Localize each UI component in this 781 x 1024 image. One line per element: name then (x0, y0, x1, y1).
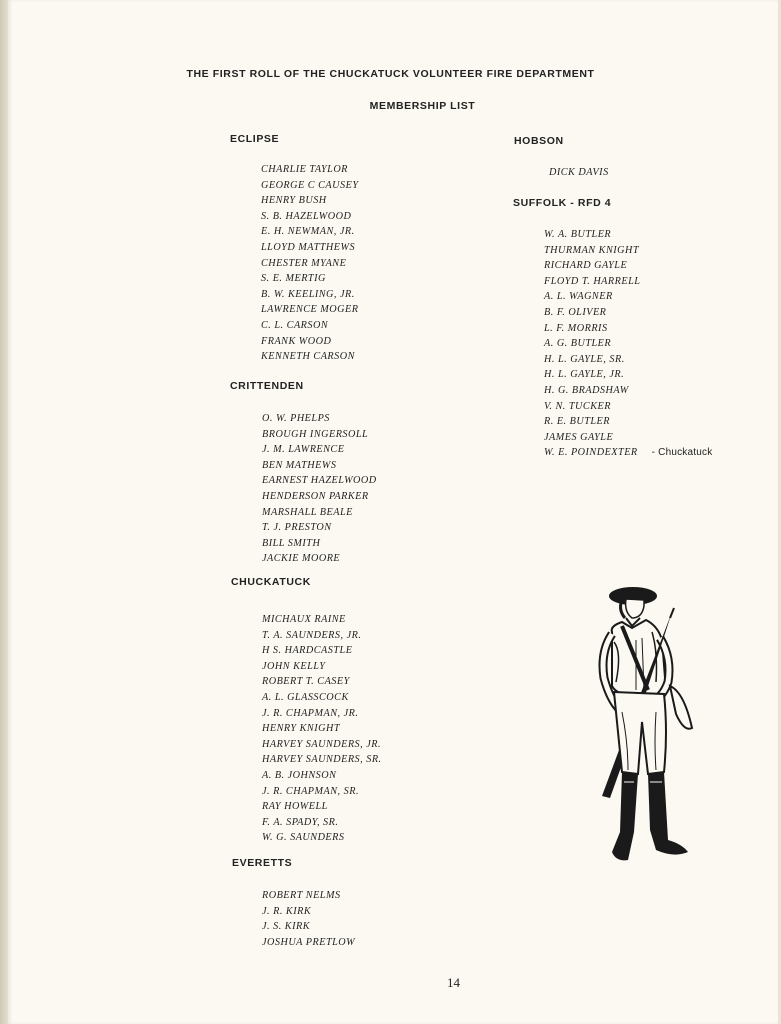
member-name (261, 224, 359, 240)
member-name (544, 258, 712, 274)
member-name-text: W. G. SAUNDERS (262, 832, 345, 844)
member-name (544, 289, 712, 305)
member-name-text: DICK DAVIS (549, 167, 609, 178)
member-name-text: HENRY BUSH (261, 195, 327, 207)
member-name-text: HENDERSON PARKER (262, 490, 369, 502)
member-name (262, 442, 377, 458)
member-name-text: LLOYD MATTHEWS (261, 241, 356, 253)
member-name-text: B. W. KEELING, JR. (261, 288, 355, 300)
section-heading-suffolk: SUFFOLK - RFD 4 (513, 197, 612, 209)
member-name-text: O. W. PHELPS (262, 413, 330, 424)
member-name-text: J. M. LAWRENCE (262, 444, 345, 456)
member-name-text: ROBERT T. CASEY (262, 676, 350, 688)
member-name-text: J. S. KIRK (262, 921, 311, 933)
member-name (262, 411, 377, 427)
member-name-text: EARNEST HAZELWOOD (262, 475, 377, 487)
member-name-text: FLOYD T. HARRELL (544, 275, 641, 287)
member-name-text: W. E. POINDEXTER (544, 447, 638, 459)
member-name-text: S. E. MERTIG (261, 273, 326, 285)
section-heading-chuckatuck: CHUCKATUCK (231, 576, 311, 588)
member-name-text: RICHARD GAYLE (544, 260, 628, 272)
member-list-everetts (262, 888, 355, 950)
document-subtitle: MEMBERSHIP LIST (369, 100, 476, 112)
member-name-text: BROUGH INGERSOLL (262, 428, 369, 440)
member-name-text: MICHAUX RAINE (262, 614, 346, 625)
member-name-text: C. L. CARSON (261, 319, 329, 331)
member-name-text: A. G. BUTLER (544, 338, 612, 350)
member-name (262, 784, 382, 800)
section-heading-hobson: HOBSON (514, 135, 564, 147)
member-name (262, 904, 355, 920)
member-name (262, 674, 382, 690)
member-name (544, 430, 712, 446)
member-name (262, 612, 382, 628)
member-name (544, 321, 712, 337)
member-name (262, 721, 382, 737)
member-name-text: HENRY KNIGHT (262, 723, 340, 735)
member-name-text: KENNETH CARSON (261, 351, 355, 363)
member-name-text: MARSHALL BEALE (262, 506, 353, 518)
member-name-text: E. H. NEWMAN, JR. (261, 226, 355, 238)
member-name (262, 427, 377, 443)
member-name (261, 334, 359, 350)
member-name-text: B. F. OLIVER (544, 306, 607, 318)
member-name-text: H. G. BRADSHAW (544, 384, 629, 396)
member-name (262, 768, 382, 784)
member-name (262, 505, 377, 521)
section-heading-crittenden: CRITTENDEN (230, 380, 304, 392)
member-name-text: BILL SMITH (262, 537, 321, 549)
member-name-text: HARVEY SAUNDERS, SR. (262, 754, 382, 766)
member-name (262, 690, 382, 706)
member-name-text: CHESTER MYANE (261, 257, 347, 269)
member-name-text: F. A. SPADY, SR. (262, 816, 339, 828)
member-name (262, 935, 355, 951)
member-name (262, 473, 377, 489)
member-list-chuckatuck (262, 612, 382, 846)
member-name (544, 227, 712, 243)
member-name (261, 287, 359, 303)
member-name (262, 919, 355, 935)
member-name (261, 318, 359, 334)
member-name (262, 706, 382, 722)
member-name-text: H. L. GAYLE, SR. (544, 353, 625, 365)
member-name-text: J. R. CHAPMAN, JR. (262, 707, 359, 719)
member-name-text: J. R. CHAPMAN, SR. (262, 785, 359, 797)
page-edge (0, 0, 8, 1024)
document-title: THE FIRST ROLL OF THE CHUCKATUCK VOLUNTEER FIRE DEPARTMENT (186, 68, 595, 80)
member-name (261, 209, 359, 225)
member-name-text: BEN MATHEWS (262, 459, 337, 471)
member-name-text: GEORGE C CAUSEY (261, 179, 359, 191)
member-list-eclipse (261, 162, 359, 365)
member-name-text: H S. HARDCASTLE (262, 645, 353, 657)
member-name (262, 458, 377, 474)
member-name (261, 178, 359, 194)
member-name (262, 752, 382, 768)
member-name-text: RAY HOWELL (262, 801, 328, 813)
member-name-text: A. B. JOHNSON (262, 769, 337, 781)
member-name-text: V. N. TUCKER (544, 400, 611, 412)
member-location-note: - Chuckatuck (651, 447, 713, 459)
member-name (262, 520, 377, 536)
member-name (262, 799, 382, 815)
member-list-crittenden (262, 411, 377, 567)
member-name-text: L. F. MORRIS (544, 322, 608, 334)
member-name (261, 193, 359, 209)
member-name-text: CHARLIE TAYLOR (261, 164, 348, 175)
member-name (262, 628, 382, 644)
section-heading-eclipse: ECLIPSE (230, 133, 280, 145)
member-name-text: R. E. BUTLER (544, 416, 610, 428)
member-name (262, 659, 382, 675)
member-name-text: JACKIE MOORE (262, 553, 341, 565)
member-name (262, 888, 355, 904)
member-name-text: S. B. HAZELWOOD (261, 210, 352, 222)
member-name (544, 336, 712, 352)
member-name (544, 445, 712, 461)
member-name-text: JOSHUA PRETLOW (262, 936, 356, 948)
member-name-text: A. L. GLASSCOCK (262, 691, 349, 703)
member-name (261, 162, 359, 178)
member-name (262, 551, 377, 567)
member-name-text: JAMES GAYLE (544, 431, 614, 443)
member-name-text: LAWRENCE MOGER (261, 304, 359, 316)
member-name (262, 489, 377, 505)
member-name-text: HARVEY SAUNDERS, JR. (262, 738, 382, 750)
member-name (544, 243, 712, 259)
section-heading-everetts: EVERETTS (232, 857, 293, 869)
member-name (549, 165, 609, 181)
member-name (544, 399, 712, 415)
member-name-text: T. A. SAUNDERS, JR. (262, 629, 362, 641)
member-name-text: W. A. BUTLER (544, 229, 612, 240)
member-name (262, 830, 382, 846)
minuteman-figure-icon (592, 582, 702, 874)
member-name (544, 367, 712, 383)
member-name-text: A. L. WAGNER (544, 291, 613, 303)
member-name (261, 240, 359, 256)
member-name (544, 383, 712, 399)
member-name-text: JOHN KELLY (262, 660, 326, 672)
member-name (544, 274, 712, 290)
page-number: 14 (447, 975, 460, 990)
member-name-text: H. L. GAYLE, JR. (544, 369, 625, 381)
member-list-suffolk (544, 227, 712, 461)
member-name (261, 256, 359, 272)
member-name-text: FRANK WOOD (261, 335, 332, 347)
member-name (544, 305, 712, 321)
member-name (262, 737, 382, 753)
member-list-hobson (549, 165, 609, 181)
member-name (544, 414, 712, 430)
member-name (261, 302, 359, 318)
member-name (262, 815, 382, 831)
member-name (262, 643, 382, 659)
member-name-text: J. R. KIRK (262, 905, 312, 917)
member-name (261, 271, 359, 287)
member-name (262, 536, 377, 552)
member-name-text: THURMAN KNIGHT (544, 244, 640, 256)
member-name-text: ROBERT NELMS (262, 890, 341, 901)
member-name (544, 352, 712, 368)
member-name (261, 349, 359, 365)
member-name-text: T. J. PRESTON (262, 522, 332, 534)
